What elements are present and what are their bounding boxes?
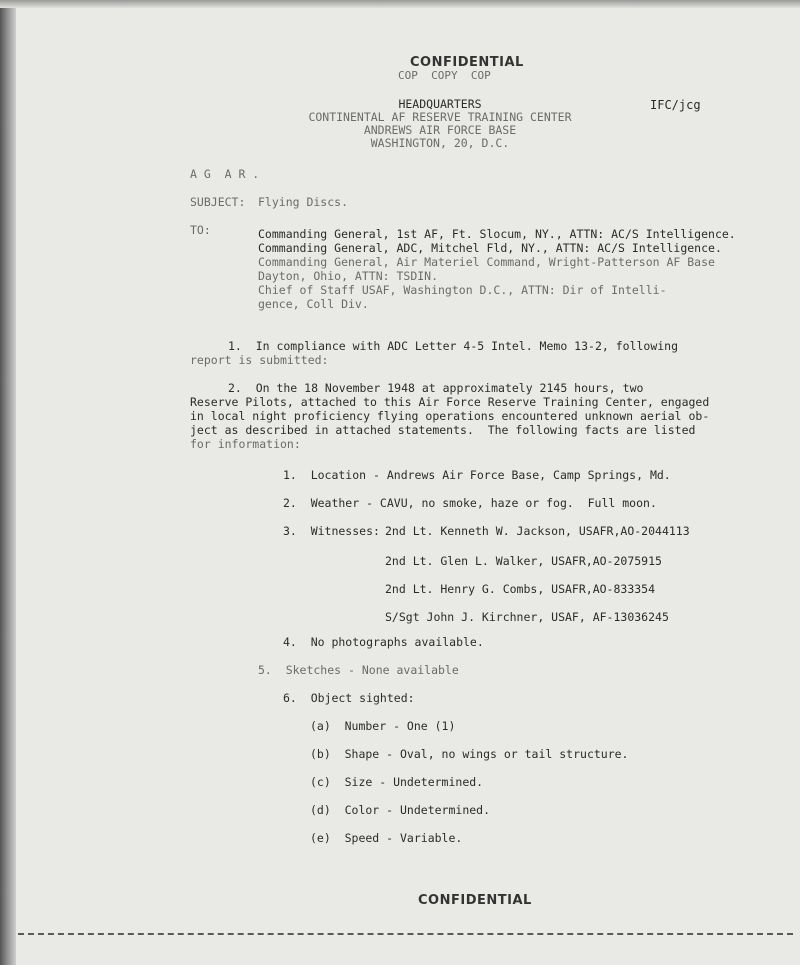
item-photographs: 4. No photographs available. bbox=[283, 635, 484, 649]
heading-line-4: WASHINGTON, 20, D.C. bbox=[370, 136, 510, 150]
item-weather: 2. Weather - CAVU, no smoke, haze or fog. Full moon. bbox=[283, 496, 657, 510]
subject-text: Flying Discs. bbox=[258, 195, 349, 209]
to-line-3: Commanding General, Air Materiel Command, Wright-Patterson AF Base bbox=[258, 255, 715, 269]
copy-line: COP COPY COP bbox=[398, 69, 491, 82]
para2-line-5: for information: bbox=[190, 437, 301, 451]
item-location: 1. Location - Andrews Air Force Base, Camp Springs, Md. bbox=[283, 468, 671, 482]
scan-edge-top bbox=[0, 0, 800, 8]
heading-line-3: ANDREWS AIR FORCE BASE bbox=[363, 123, 517, 137]
object-detail-a: (a) Number - One (1) bbox=[310, 719, 456, 733]
classification-bottom: CONFIDENTIAL bbox=[418, 893, 532, 908]
scan-edge-left bbox=[0, 0, 16, 965]
para1-line-2: report is submitted: bbox=[190, 353, 329, 367]
para2-line-4: ject as described in attached statements. The following facts are listed bbox=[190, 423, 696, 437]
subject-label: SUBJECT: bbox=[190, 195, 246, 209]
item-witnesses-label: 3. Witnesses: bbox=[283, 524, 380, 538]
para1-line-1: 1. In compliance with ADC Letter 4-5 Intel. Memo 13-2, following bbox=[228, 339, 679, 353]
item-object-label: 6. Object sighted: bbox=[283, 691, 415, 705]
witness-3: 2nd Lt. Henry G. Combs, USAFR,AO-833354 bbox=[385, 582, 656, 596]
heading-line-1: HEADQUARTERS bbox=[398, 97, 482, 111]
file-reference: A G A R . bbox=[190, 167, 260, 181]
object-detail-c: (c) Size - Undetermined. bbox=[310, 775, 484, 789]
object-detail-b: (b) Shape - Oval, no wings or tail structure. bbox=[310, 747, 629, 761]
object-detail-d: (d) Color - Undetermined. bbox=[310, 803, 491, 817]
witness-1: 2nd Lt. Kenneth W. Jackson, USAFR,AO-2044113 bbox=[385, 524, 690, 538]
witness-4: S/Sgt John J. Kirchner, USAF, AF-13036245 bbox=[385, 610, 669, 624]
scan-bottom-line bbox=[18, 933, 793, 935]
object-detail-e: (e) Speed - Variable. bbox=[310, 831, 463, 845]
to-label: TO: bbox=[190, 223, 211, 237]
para2-line-1: 2. On the 18 November 1948 at approximately 2145 hours, two bbox=[228, 381, 644, 395]
classification-top: CONFIDENTIAL bbox=[410, 55, 524, 70]
heading-line-2: CONTINENTAL AF RESERVE TRAINING CENTER bbox=[308, 110, 572, 124]
item-sketches: 5. Sketches - None available bbox=[258, 663, 459, 677]
reference-code: IFC/jcg bbox=[650, 98, 701, 112]
to-line-2: Commanding General, ADC, Mitchel Fld, NY., ATTN: AC/S Intelligence. bbox=[258, 241, 722, 255]
to-line-6: gence, Coll Div. bbox=[258, 297, 369, 311]
to-line-4: Dayton, Ohio, ATTN: TSDIN. bbox=[258, 269, 439, 283]
to-line-5: Chief of Staff USAF, Washington D.C., ATTN: Dir of Intelli- bbox=[258, 283, 667, 297]
to-line-1: Commanding General, 1st AF, Ft. Slocum, NY., ATTN: AC/S Intelligence. bbox=[258, 227, 736, 241]
para2-line-2: Reserve Pilots, attached to this Air Force Reserve Training Center, engaged bbox=[190, 395, 710, 409]
para2-line-3: in local night proficiency flying operations encountered unknown aerial ob- bbox=[190, 409, 710, 423]
witness-2: 2nd Lt. Glen L. Walker, USAFR,AO-2075915 bbox=[385, 554, 662, 568]
